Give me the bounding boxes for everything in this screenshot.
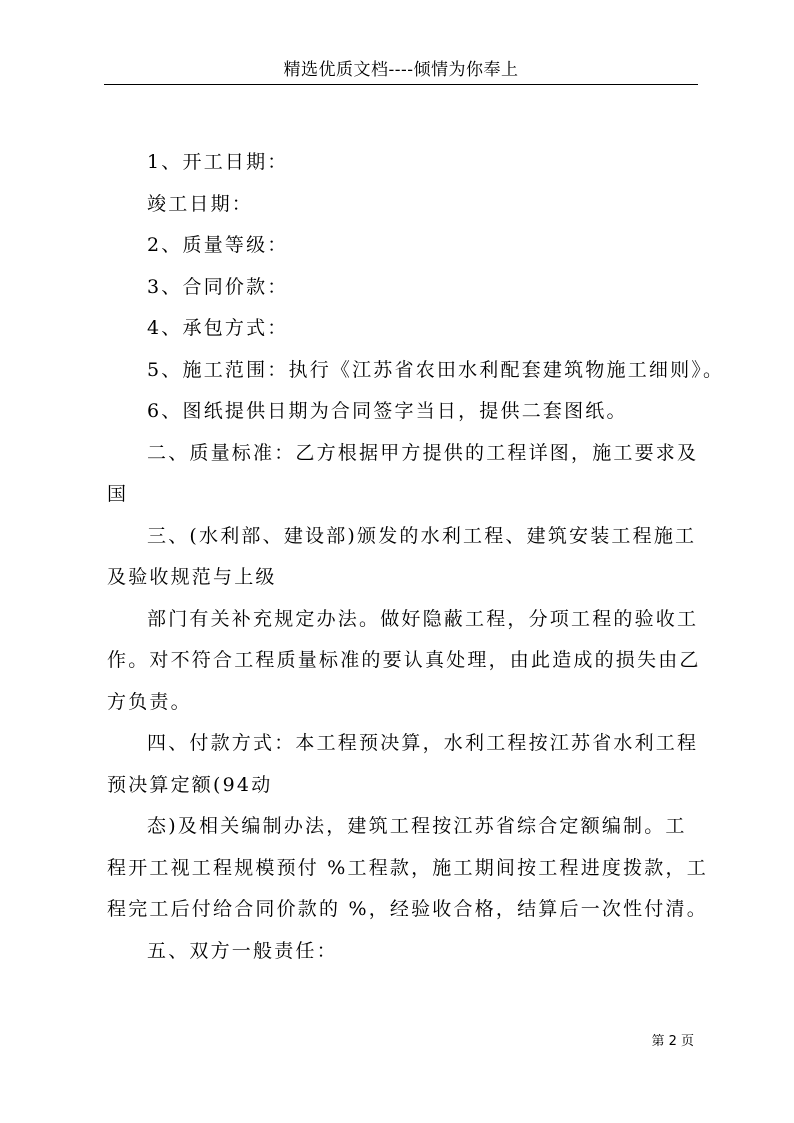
line-general-duties: 五、双方一般责任：	[147, 939, 338, 962]
line-payment-rules: 态)及相关编制办法，建筑工程按江苏省综合定额编制。工	[147, 815, 687, 837]
line-payment-rules-end: 程完工后付给合同价款的 %，经验收合格，结算后一次性付清。	[107, 898, 708, 920]
line-completion-date: 竣工日期：	[147, 192, 254, 215]
header-title: 精选优质文档----倾情为你奉上	[283, 60, 519, 80]
line-section-three-cont: 及验收规范与上级	[107, 566, 277, 588]
line-start-date: 1、开工日期：	[147, 151, 289, 173]
line-quality-standard: 二、质量标准：乙方根据甲方提供的工程详图，施工要求及	[147, 441, 699, 464]
page-number: 第 2 页	[651, 1034, 694, 1049]
line-payment-method: 四、付款方式：本工程预决算，水利工程按江苏省水利工程	[147, 732, 699, 754]
line-payment-rules-cont: 程开工视工程规模预付 %工程款，施工期间按工程进度拨款，工	[107, 856, 708, 879]
line-quality-grade: 2、质量等级：	[147, 234, 289, 256]
line-quality-standard-cont: 国	[107, 483, 129, 505]
line-department-rules-cont: 作。对不符合工程质量标准的要认真处理，由此造成的损失由乙	[107, 649, 701, 671]
page-header	[104, 58, 698, 85]
line-drawing-date: 6、图纸提供日期为合同签字当日，提供二套图纸。	[147, 400, 628, 422]
line-construction-scope: 5、施工范围：执行《江苏省农田水利配套建筑物施工细则》。	[147, 358, 725, 381]
line-department-rules-end: 方负责。	[107, 690, 192, 713]
line-payment-method-cont: 预决算定额(94动	[107, 773, 273, 796]
document-body	[107, 142, 747, 972]
line-contract-price: 3、合同价款：	[147, 275, 289, 298]
line-section-three: 三、(水利部、建设部)颁发的水利工程、建筑安装工程施工	[147, 524, 697, 547]
line-department-rules: 部门有关补充规定办法。做好隐蔽工程，分项工程的验收工	[147, 607, 699, 630]
line-contract-method: 4、承包方式：	[147, 317, 289, 339]
